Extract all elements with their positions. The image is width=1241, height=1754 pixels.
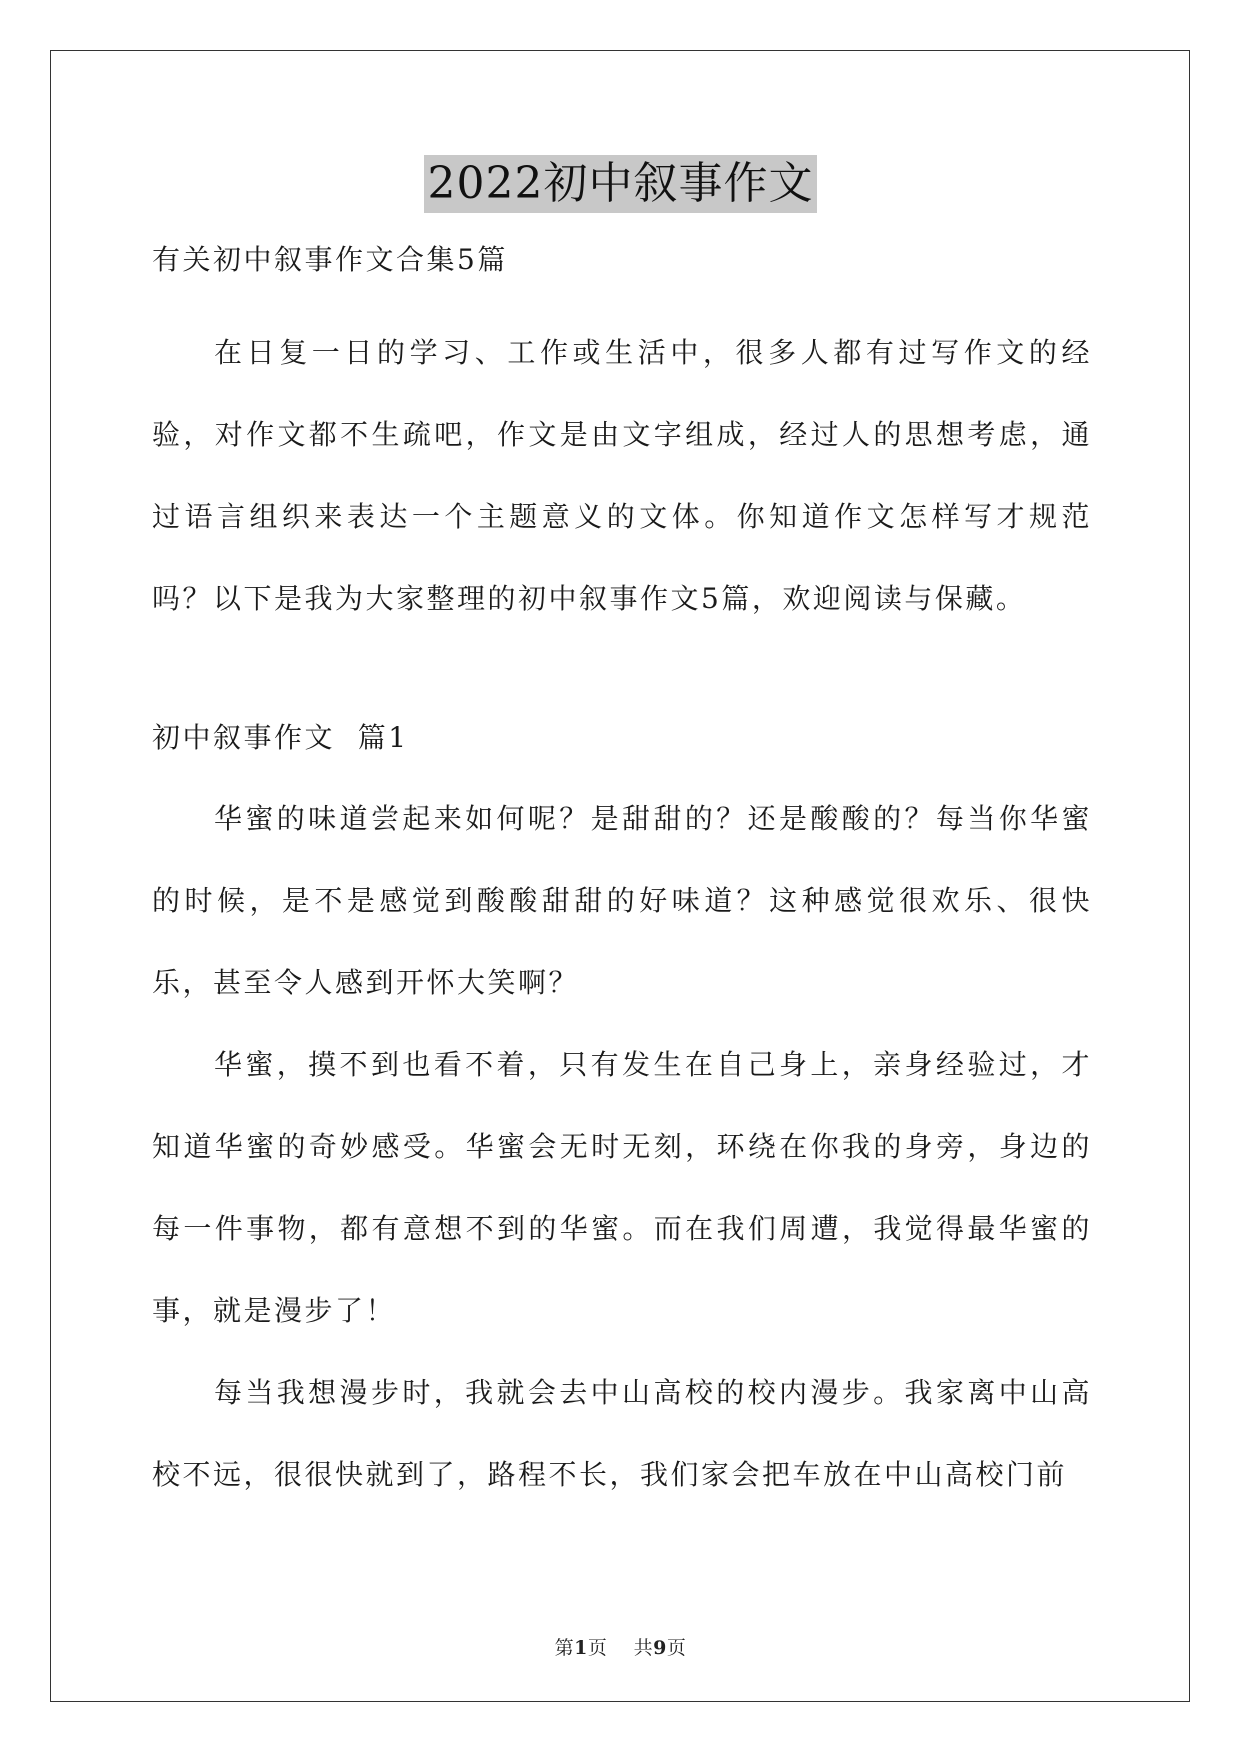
document-subtitle: 有关初中叙事作文合集5篇 (152, 243, 508, 276)
document-body (152, 240, 1092, 1516)
page-footer (0, 1633, 1241, 1660)
current-page-number: 1 (574, 1637, 588, 1659)
page-prefix: 第 (554, 1637, 575, 1659)
section-heading: 初中叙事作文 篇1 (152, 721, 409, 754)
intro-paragraph: 在日复一日的学习、工作或生活中，很多人都有过写作文的经验，对作文都不生疏吧，作文是由文字组成，经过人的思想考虑，通过语言组织来表达一个主题意义的文体。你知道作文怎样写才规范吗？以下是我为大家整理的初中叙事作文5篇，欢迎阅读与保藏。 (152, 336, 1092, 615)
section-paragraph: 华蜜，摸不到也看不着，只有发生在自己身上，亲身经验过，才知道华蜜的奇妙感受。华蜜会无时无刻，环绕在你我的身旁，身边的每一件事物，都有意想不到的华蜜。而在我们周遭，我觉得最华蜜的事，就是漫步了！ (152, 1048, 1092, 1327)
title-container (0, 155, 1241, 213)
document-title: 2022初中叙事作文 (424, 155, 818, 213)
section-body (152, 778, 1092, 1516)
page-mid: 页 共 (587, 1637, 654, 1659)
total-pages-number: 9 (653, 1637, 667, 1659)
section-paragraph: 每当我想漫步时，我就会去中山高校的校内漫步。我家离中山高校不远，很很快就到了，路程不长，我们家会把车放在中山高校门前 (152, 1376, 1092, 1491)
section-paragraph: 华蜜的味道尝起来如何呢？是甜甜的？还是酸酸的？每当你华蜜的时候，是不是感觉到酸酸甜甜的好味道？这种感觉很欢乐、很快乐，甚至令人感到开怀大笑啊？ (152, 802, 1092, 999)
page-suffix: 页 (666, 1637, 687, 1659)
